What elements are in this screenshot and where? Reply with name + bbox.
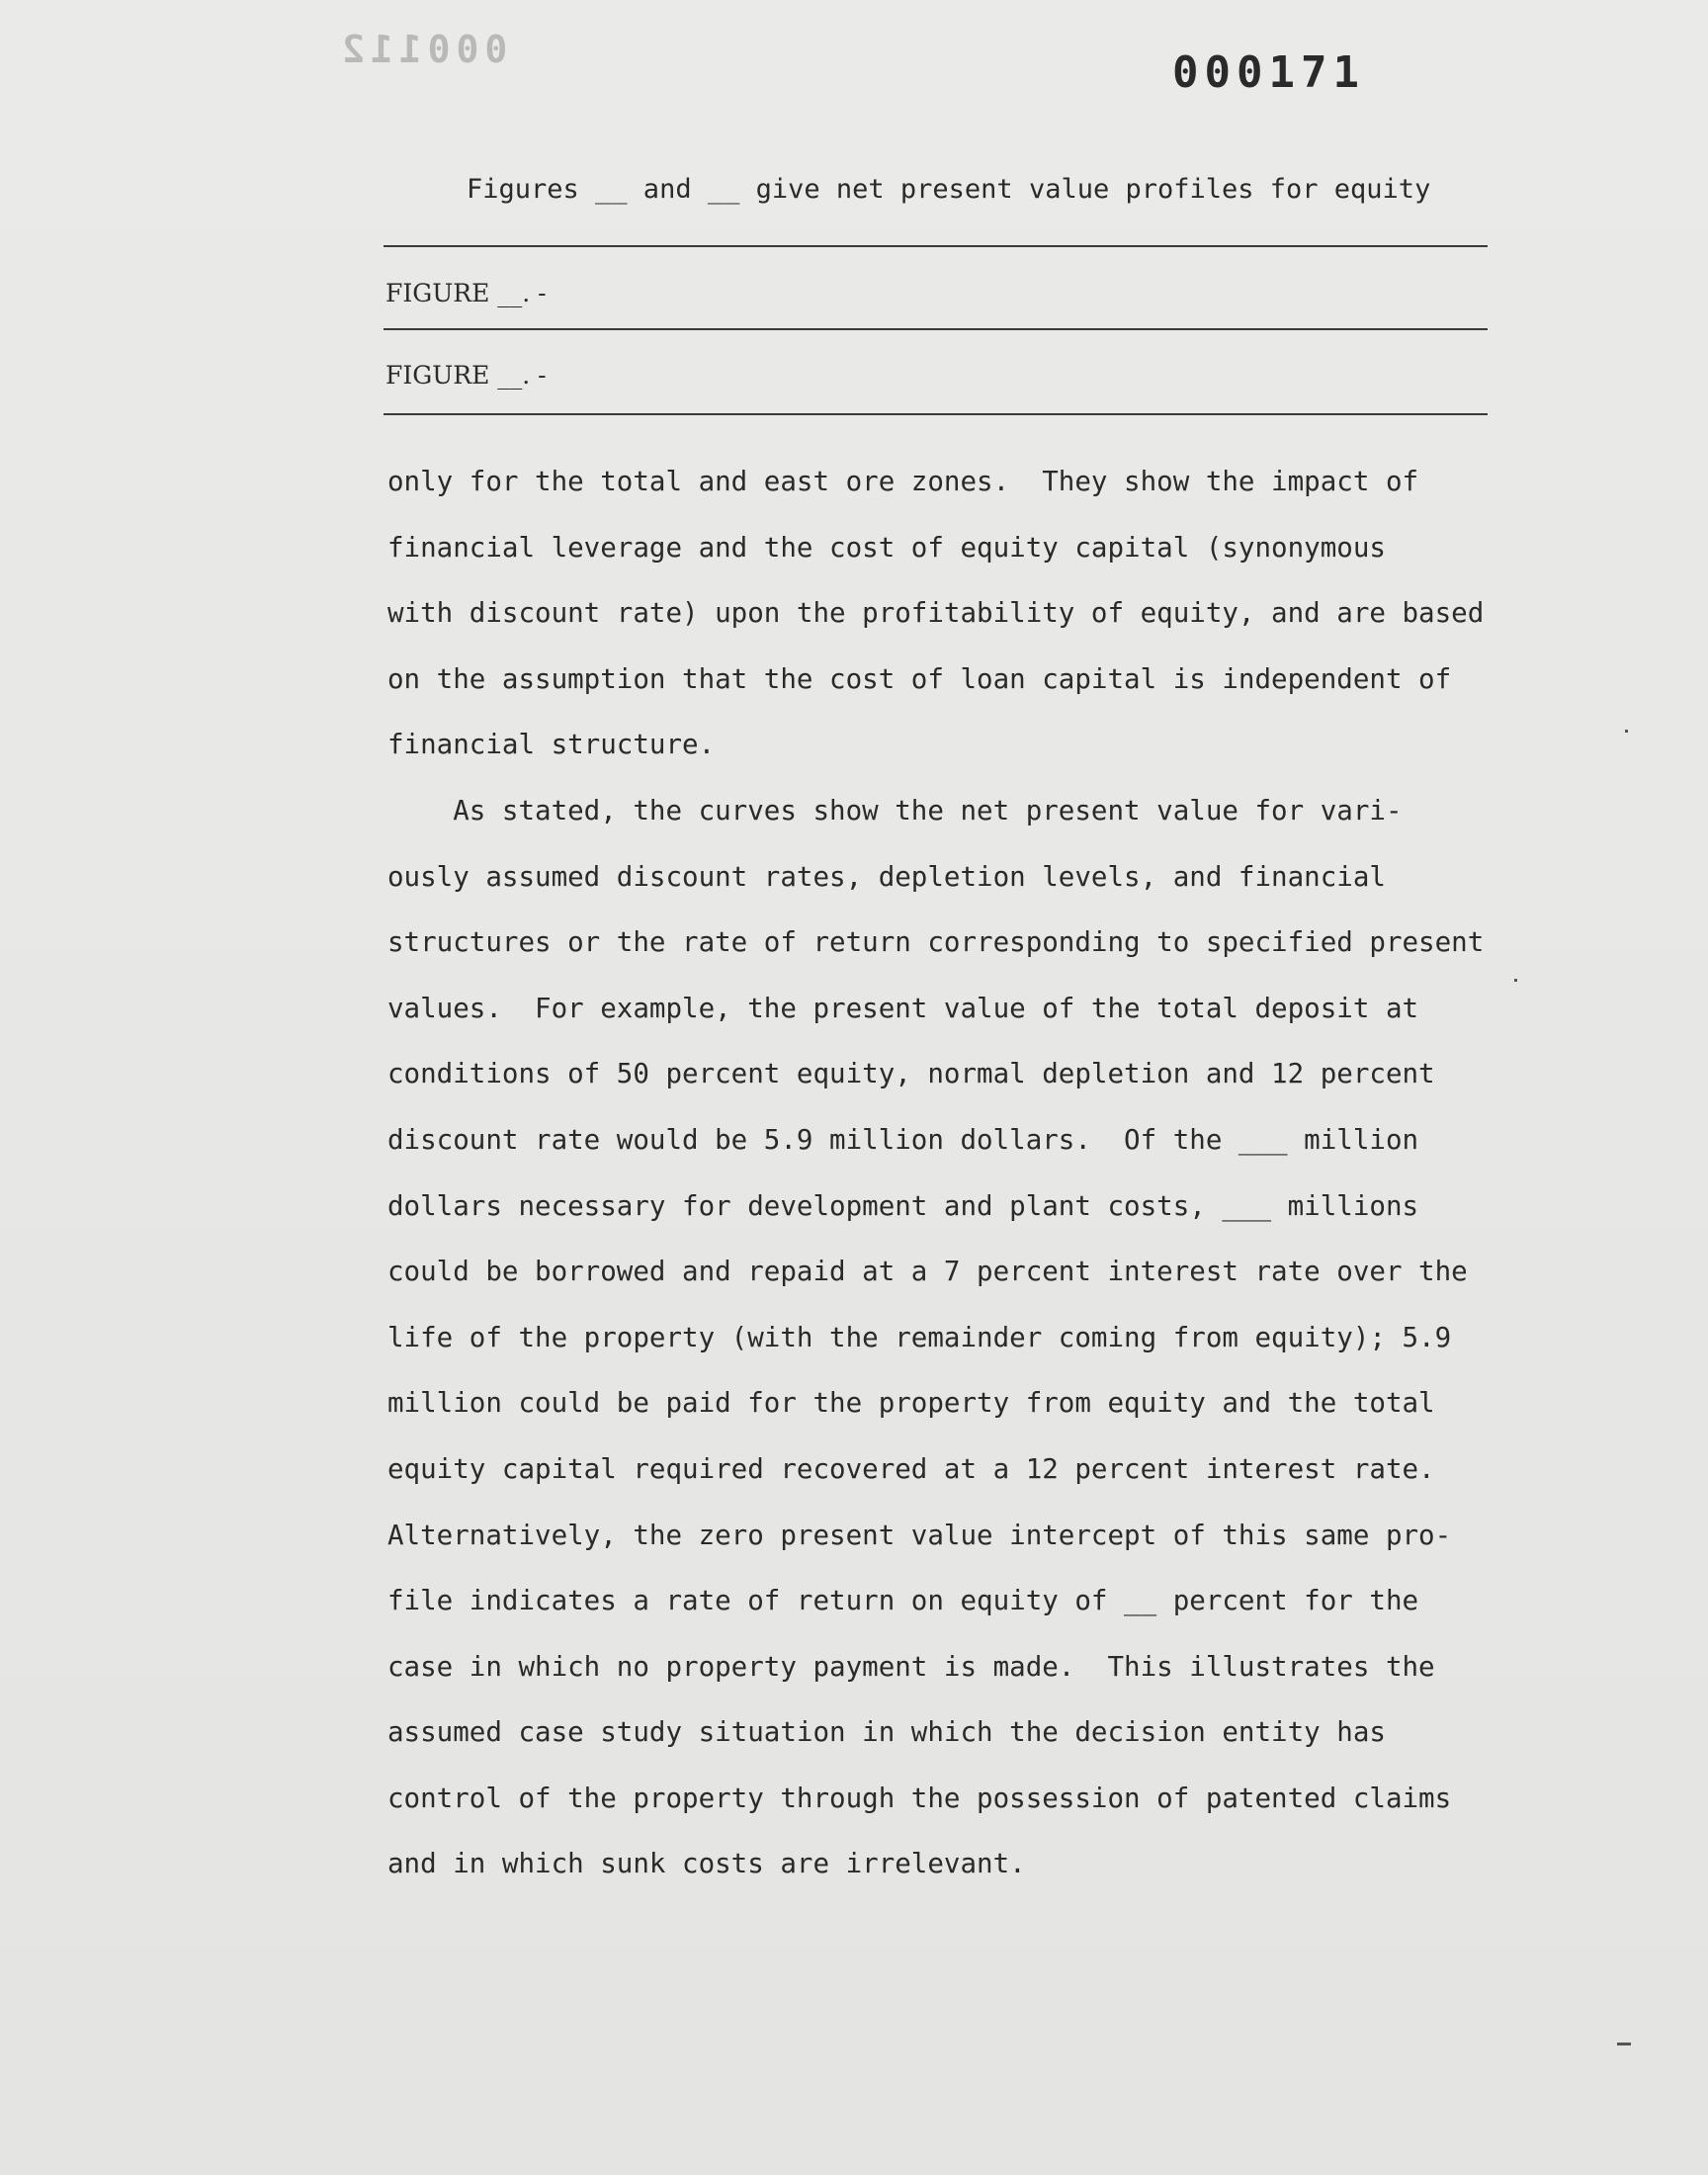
body-line: with discount rate) upon the profitability of equity, and are based <box>387 597 1485 630</box>
body-line: equity capital required recovered at a 12 percent interest rate. <box>387 1452 1435 1485</box>
body-line: discount rate would be 5.9 million dollars. Of the ___ million <box>387 1123 1419 1156</box>
body-line: life of the property (with the remainder coming from equity); 5.9 <box>387 1321 1452 1353</box>
scan-speck <box>1617 2043 1631 2045</box>
body-line: million could be paid for the property from equity and the total <box>387 1387 1435 1420</box>
body-line: could be borrowed and repaid at a 7 percent interest rate over the <box>387 1256 1468 1288</box>
body-line: financial leverage and the cost of equity capital (synonymous <box>387 531 1386 564</box>
body-line: dollars necessary for development and plant costs, ___ millions <box>387 1189 1419 1222</box>
body-line: case in which no property payment is made. This illustrates the <box>387 1650 1435 1683</box>
body-line: on the assumption that the cost of loan capital is independent of <box>387 662 1452 695</box>
body-line: As stated, the curves show the net present value for vari- <box>387 794 1403 826</box>
scan-speck <box>1625 730 1628 733</box>
bleed-through-page-number: 000112 <box>336 28 508 71</box>
body-line: financial structure. <box>387 729 716 761</box>
body-line: structures or the rate of return corresponding to specified present <box>387 926 1485 959</box>
intro-line: Figures __ and __ give net present value profiles for equity <box>467 174 1431 205</box>
rule-2 <box>384 328 1488 330</box>
rule-3 <box>384 413 1488 415</box>
body-text <box>387 449 1514 1897</box>
rule-1 <box>384 245 1488 247</box>
page-number: 000171 <box>1172 47 1365 98</box>
figure-caption-1: FIGURE __. - <box>385 279 547 307</box>
figure-caption-2: FIGURE __. - <box>385 361 547 390</box>
body-line: file indicates a rate of return on equity of __ percent for the <box>387 1585 1419 1617</box>
body-line: Alternatively, the zero present value intercept of this same pro- <box>387 1519 1452 1551</box>
body-line: values. For example, the present value of the total deposit at <box>387 992 1419 1024</box>
body-line: only for the total and east ore zones. They show the impact of <box>387 466 1419 497</box>
body-line: assumed case study situation in which the decision entity has <box>387 1716 1386 1749</box>
body-line: conditions of 50 percent equity, normal depletion and 12 percent <box>387 1058 1435 1090</box>
scan-speck <box>1514 979 1517 982</box>
body-line: ously assumed discount rates, depletion levels, and financial <box>387 860 1386 893</box>
body-line: control of the property through the possession of patented claims <box>387 1782 1452 1814</box>
body-line: and in which sunk costs are irrelevant. <box>387 1848 1026 1880</box>
